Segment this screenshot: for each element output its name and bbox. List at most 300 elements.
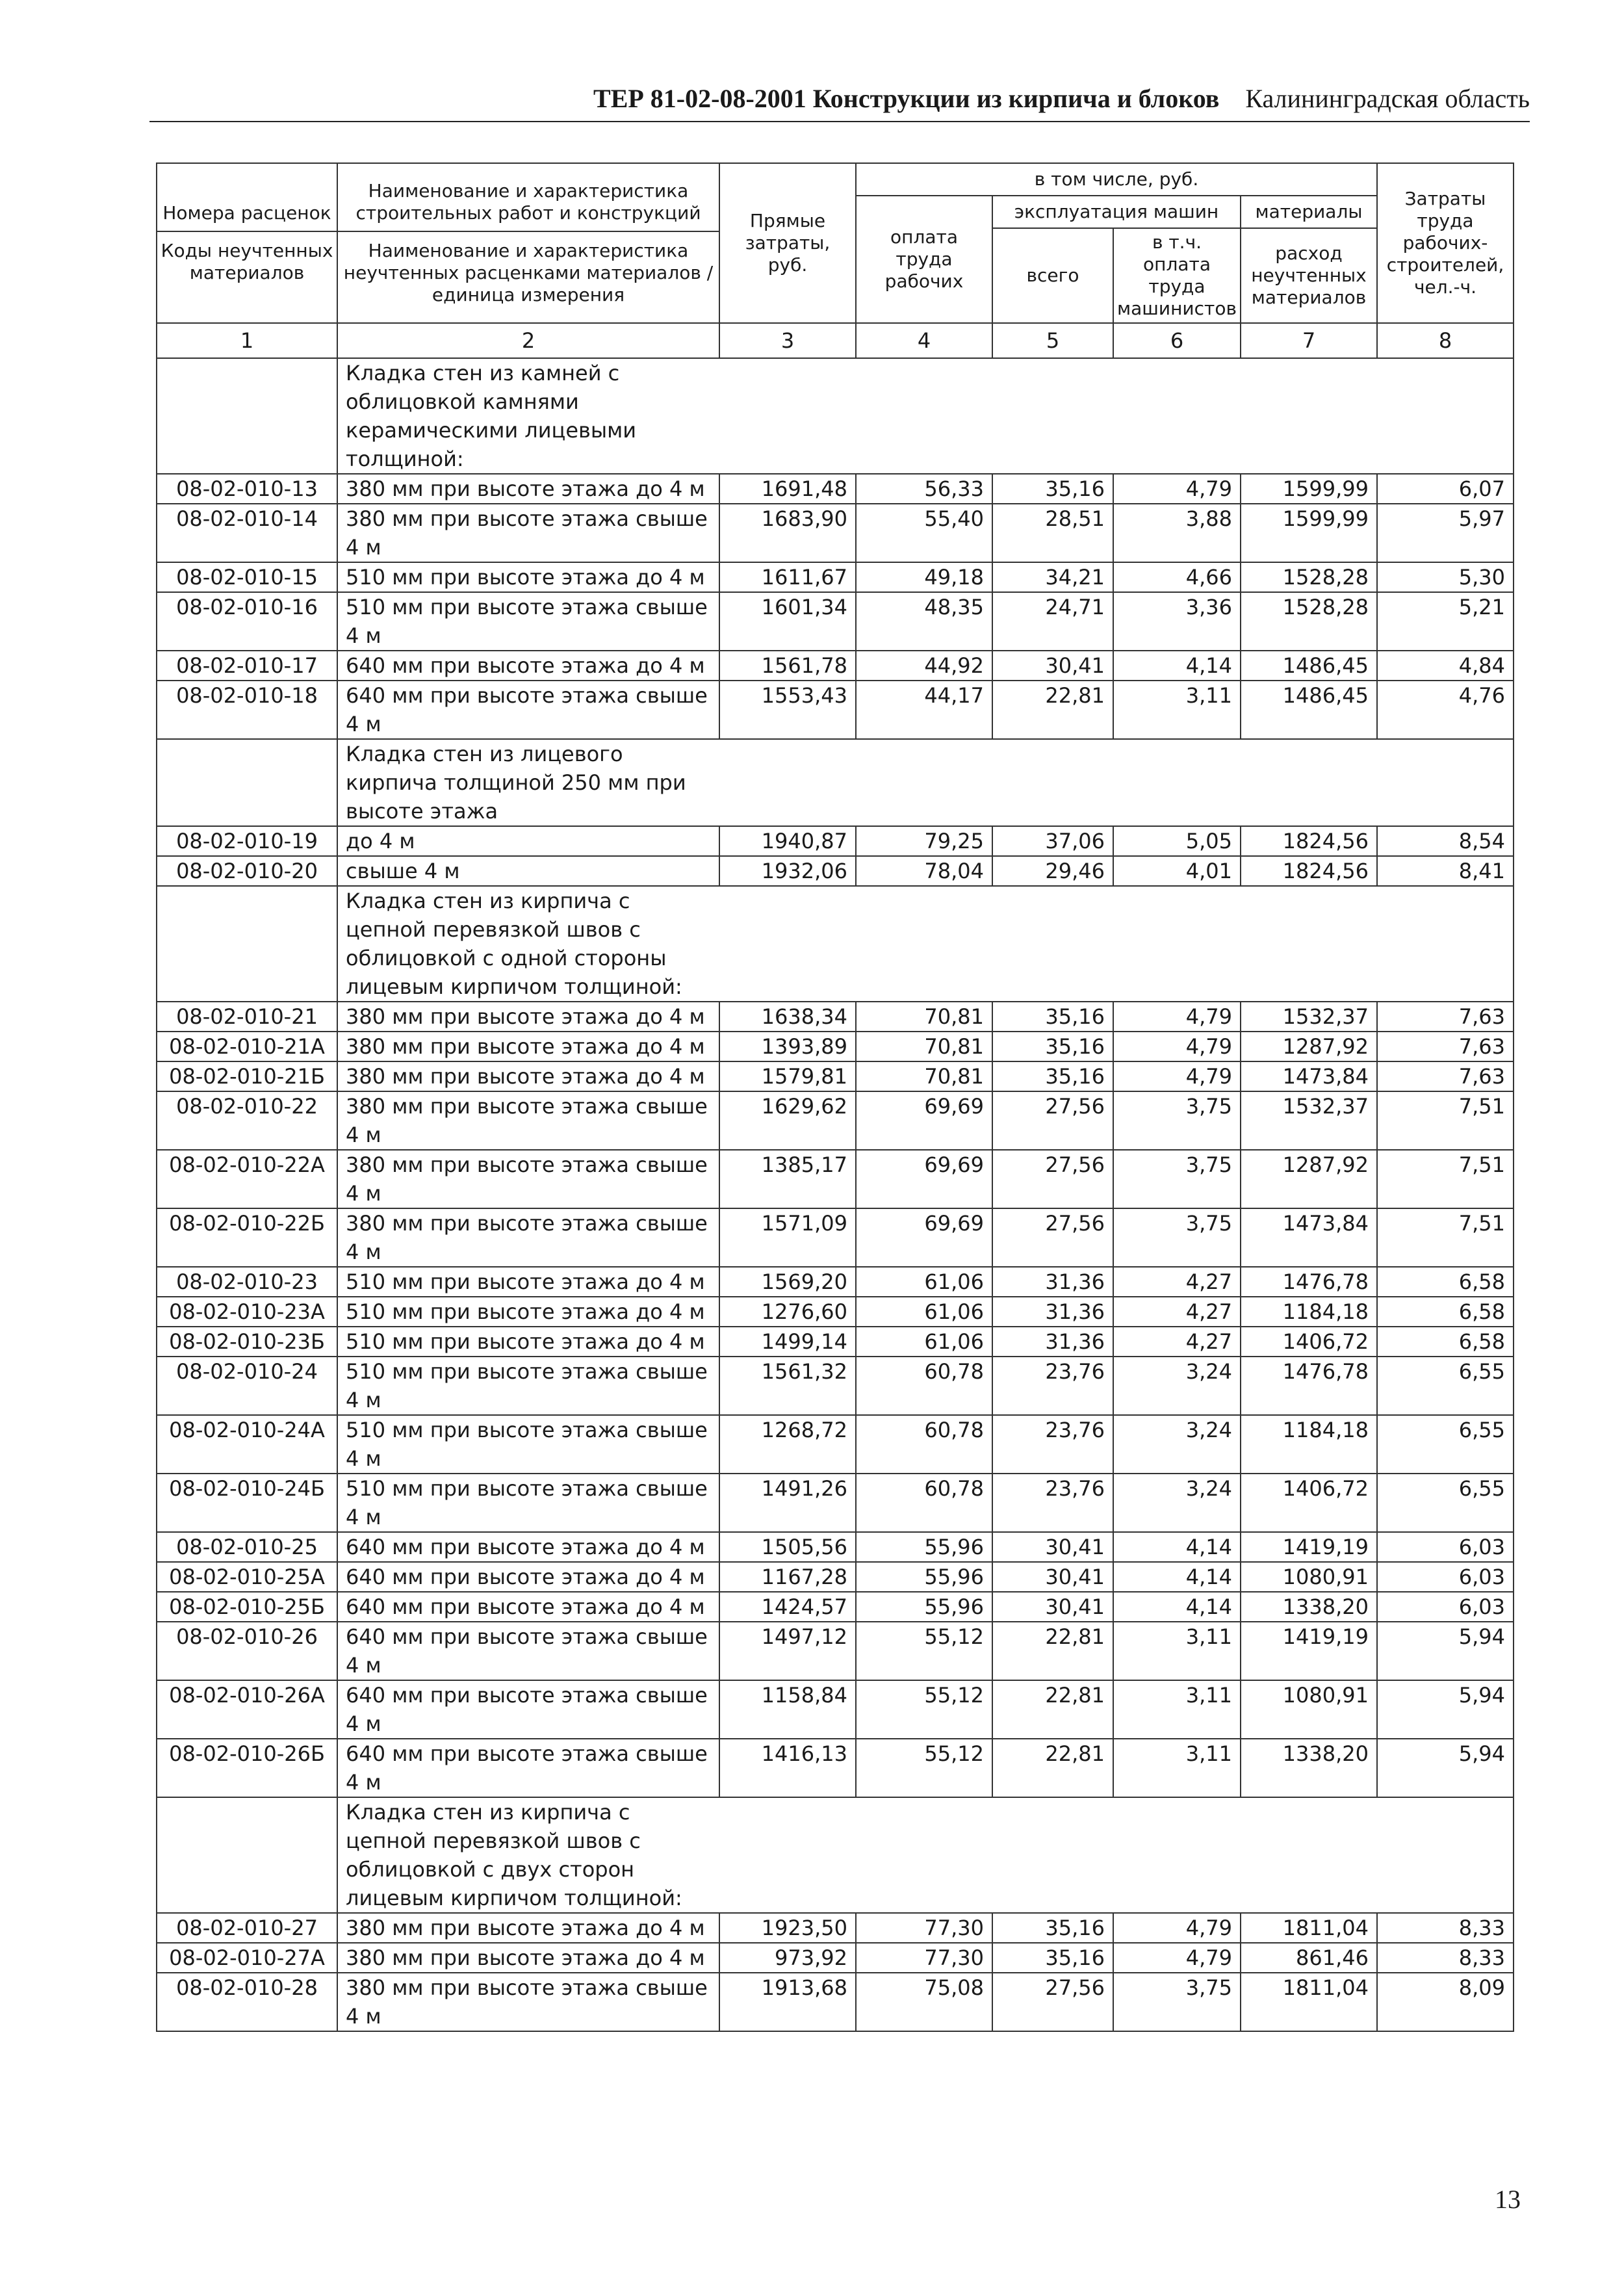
rate-code: 08-02-010-27А: [157, 1943, 337, 1973]
work-description: 380 мм при высоте этажа до 4 м: [337, 1913, 719, 1943]
col-codes: Коды неучтенных материалов: [157, 231, 337, 284]
table-row: [157, 1680, 1514, 1739]
driver-pay: 4,27: [1113, 1297, 1241, 1327]
work-description: 380 мм при высоте этажа свыше 4 м: [337, 504, 719, 562]
machine-total: 31,36: [992, 1297, 1113, 1327]
table-row: [157, 1532, 1514, 1562]
col-number: 3: [719, 323, 856, 358]
region-label: Калининградская область: [1245, 84, 1530, 113]
col-number: 2: [337, 323, 719, 358]
materials-cost: 1338,20: [1241, 1739, 1377, 1797]
rate-code: 08-02-010-22Б: [157, 1208, 337, 1267]
labor-hours: 5,94: [1377, 1739, 1514, 1797]
materials-cost: 1811,04: [1241, 1973, 1377, 2031]
table-row: [157, 1357, 1514, 1415]
direct-costs: 1611,67: [719, 562, 856, 592]
driver-pay: 3,75: [1113, 1150, 1241, 1208]
driver-pay: 3,75: [1113, 1091, 1241, 1150]
labor-pay: 75,08: [856, 1973, 992, 2031]
page-number: 13: [1495, 2185, 1521, 2214]
section-blank-cell: [719, 358, 1514, 474]
section-heading-row: [157, 358, 1514, 474]
direct-costs: 1683,90: [719, 504, 856, 562]
materials-cost: 1824,56: [1241, 856, 1377, 886]
col-number: 1: [157, 323, 337, 358]
rate-code: 08-02-010-27: [157, 1913, 337, 1943]
machine-total: 37,06: [992, 826, 1113, 856]
labor-hours: 6,58: [1377, 1327, 1514, 1357]
labor-hours: 4,84: [1377, 651, 1514, 681]
work-description: 640 мм при высоте этажа свыше 4 м: [337, 681, 719, 739]
driver-pay: 4,01: [1113, 856, 1241, 886]
materials-cost: 1080,91: [1241, 1680, 1377, 1739]
labor-hours: 6,03: [1377, 1592, 1514, 1622]
driver-pay: 4,79: [1113, 1002, 1241, 1032]
table-row: [157, 562, 1514, 592]
driver-pay: 4,27: [1113, 1267, 1241, 1297]
table-row: [157, 504, 1514, 562]
driver-pay: 3,88: [1113, 504, 1241, 562]
machine-total: 35,16: [992, 1002, 1113, 1032]
rate-code: 08-02-010-24Б: [157, 1474, 337, 1532]
rate-code: 08-02-010-22А: [157, 1150, 337, 1208]
rate-code: 08-02-010-19: [157, 826, 337, 856]
direct-costs: 1629,62: [719, 1091, 856, 1150]
direct-costs: 1499,14: [719, 1327, 856, 1357]
work-description: 640 мм при высоте этажа свыше 4 м: [337, 1739, 719, 1797]
machine-total: 34,21: [992, 562, 1113, 592]
driver-pay: 3,11: [1113, 1680, 1241, 1739]
materials-cost: 1473,84: [1241, 1208, 1377, 1267]
driver-pay: 3,75: [1113, 1208, 1241, 1267]
labor-pay: 70,81: [856, 1032, 992, 1061]
machine-total: 22,81: [992, 1739, 1113, 1797]
work-description: 510 мм при высоте этажа свыше 4 м: [337, 1415, 719, 1474]
driver-pay: 4,14: [1113, 651, 1241, 681]
direct-costs: 1569,20: [719, 1267, 856, 1297]
machine-total: 27,56: [992, 1150, 1113, 1208]
table-row: [157, 1622, 1514, 1680]
direct-costs: 1913,68: [719, 1973, 856, 2031]
labor-hours: 5,94: [1377, 1622, 1514, 1680]
table-row: [157, 1415, 1514, 1474]
labor-pay: 78,04: [856, 856, 992, 886]
rate-code: 08-02-010-26: [157, 1622, 337, 1680]
work-description: 510 мм при высоте этажа до 4 м: [337, 562, 719, 592]
labor-pay: 55,96: [856, 1532, 992, 1562]
rates-table: [156, 162, 1514, 2032]
direct-costs: 1505,56: [719, 1532, 856, 1562]
table-row: [157, 826, 1514, 856]
driver-pay: 5,05: [1113, 826, 1241, 856]
machine-total: 27,56: [992, 1208, 1113, 1267]
section-blank-cell: [157, 739, 337, 826]
direct-costs: 1268,72: [719, 1415, 856, 1474]
labor-pay: 55,12: [856, 1622, 992, 1680]
labor-hours: 5,21: [1377, 592, 1514, 651]
table-row: [157, 1913, 1514, 1943]
table-row: [157, 474, 1514, 504]
rate-code: 08-02-010-23Б: [157, 1327, 337, 1357]
labor-hours: 6,55: [1377, 1415, 1514, 1474]
table-row: [157, 651, 1514, 681]
direct-costs: 1932,06: [719, 856, 856, 886]
direct-costs: 1393,89: [719, 1032, 856, 1061]
labor-pay: 61,06: [856, 1327, 992, 1357]
labor-hours: 8,33: [1377, 1913, 1514, 1943]
materials-cost: 1599,99: [1241, 504, 1377, 562]
machine-total: 35,16: [992, 1913, 1113, 1943]
table-row: [157, 1267, 1514, 1297]
col-number: 8: [1377, 323, 1514, 358]
rate-code: 08-02-010-14: [157, 504, 337, 562]
materials-cost: 1406,72: [1241, 1327, 1377, 1357]
driver-pay: 3,11: [1113, 1622, 1241, 1680]
materials-cost: 1528,28: [1241, 592, 1377, 651]
direct-costs: 1553,43: [719, 681, 856, 739]
section-title: Кладка стен из камней с облицовкой камнями керамическими лицевыми толщиной:: [337, 358, 719, 474]
labor-hours: 8,33: [1377, 1943, 1514, 1973]
work-description: 510 мм при высоте этажа до 4 м: [337, 1297, 719, 1327]
labor-hours: 8,09: [1377, 1973, 1514, 2031]
table-row: [157, 592, 1514, 651]
labor-hours: 8,41: [1377, 856, 1514, 886]
rate-code: 08-02-010-17: [157, 651, 337, 681]
direct-costs: 1424,57: [719, 1592, 856, 1622]
work-description: 640 мм при высоте этажа до 4 м: [337, 1592, 719, 1622]
labor-hours: 5,30: [1377, 562, 1514, 592]
machine-total: 27,56: [992, 1973, 1113, 2031]
materials-cost: 1338,20: [1241, 1592, 1377, 1622]
table-row: [157, 1592, 1514, 1622]
table-row: [157, 681, 1514, 739]
labor-pay: 44,92: [856, 651, 992, 681]
machine-total: 35,16: [992, 1032, 1113, 1061]
direct-costs: 1167,28: [719, 1562, 856, 1592]
work-description: 380 мм при высоте этажа до 4 м: [337, 1061, 719, 1091]
labor-pay: 55,40: [856, 504, 992, 562]
rate-code: 08-02-010-15: [157, 562, 337, 592]
rate-code: 08-02-010-18: [157, 681, 337, 739]
rate-code: 08-02-010-24А: [157, 1415, 337, 1474]
table-row: [157, 1474, 1514, 1532]
section-heading-row: [157, 1797, 1514, 1913]
work-description: 380 мм при высоте этажа свыше 4 м: [337, 1208, 719, 1267]
labor-hours: 6,03: [1377, 1532, 1514, 1562]
table-row: [157, 1061, 1514, 1091]
driver-pay: 4,14: [1113, 1562, 1241, 1592]
col-materials: материалы: [1241, 196, 1377, 228]
driver-pay: 4,79: [1113, 1913, 1241, 1943]
labor-pay: 48,35: [856, 592, 992, 651]
machine-total: 23,76: [992, 1415, 1113, 1474]
machine-total: 31,36: [992, 1327, 1113, 1357]
document-title: ТЕР 81-02-08-2001 Конструкции из кирпича и блоков: [593, 84, 1220, 113]
work-description: 640 мм при высоте этажа свыше 4 м: [337, 1622, 719, 1680]
driver-pay: 3,24: [1113, 1474, 1241, 1532]
driver-pay: 4,66: [1113, 562, 1241, 592]
labor-hours: 7,63: [1377, 1002, 1514, 1032]
work-description: 380 мм при высоте этажа до 4 м: [337, 1943, 719, 1973]
labor-pay: 60,78: [856, 1415, 992, 1474]
section-blank-cell: [719, 739, 1514, 826]
labor-hours: 4,76: [1377, 681, 1514, 739]
rate-code: 08-02-010-21Б: [157, 1061, 337, 1091]
rate-code: 08-02-010-25А: [157, 1562, 337, 1592]
rate-code: 08-02-010-26А: [157, 1680, 337, 1739]
direct-costs: 1491,26: [719, 1474, 856, 1532]
materials-cost: 1287,92: [1241, 1032, 1377, 1061]
machine-total: 23,76: [992, 1474, 1113, 1532]
rate-code: 08-02-010-16: [157, 592, 337, 651]
work-description: 640 мм при высоте этажа до 4 м: [337, 1532, 719, 1562]
labor-pay: 69,69: [856, 1150, 992, 1208]
driver-pay: 4,79: [1113, 1943, 1241, 1973]
materials-cost: 1476,78: [1241, 1267, 1377, 1297]
labor-hours: 6,58: [1377, 1267, 1514, 1297]
materials-cost: 1419,19: [1241, 1622, 1377, 1680]
col-driver-pay: в т.ч. оплата труда машинистов: [1113, 228, 1241, 323]
table-row: [157, 1973, 1514, 2031]
materials-cost: 1528,28: [1241, 562, 1377, 592]
direct-costs: 1579,81: [719, 1061, 856, 1091]
direct-costs: 1416,13: [719, 1739, 856, 1797]
section-title: Кладка стен из кирпича с цепной перевязкой швов с облицовкой с одной стороны лицевым кирпичом толщиной:: [337, 886, 719, 1002]
direct-costs: 1497,12: [719, 1622, 856, 1680]
rate-code: 08-02-010-25: [157, 1532, 337, 1562]
table-body: [157, 358, 1514, 2031]
col-unaccounted-materials: расход неучтенных материалов: [1241, 228, 1377, 323]
col-machine-ops: эксплуатация машин: [992, 196, 1241, 228]
table-row: [157, 1943, 1514, 1973]
materials-cost: 861,46: [1241, 1943, 1377, 1973]
work-description: свыше 4 м: [337, 856, 719, 886]
labor-pay: 69,69: [856, 1208, 992, 1267]
labor-pay: 69,69: [856, 1091, 992, 1150]
work-description: 640 мм при высоте этажа до 4 м: [337, 1562, 719, 1592]
work-description: 380 мм при высоте этажа до 4 м: [337, 1002, 719, 1032]
table-row: [157, 1297, 1514, 1327]
labor-pay: 60,78: [856, 1357, 992, 1415]
driver-pay: 4,27: [1113, 1327, 1241, 1357]
table-row: [157, 1208, 1514, 1267]
materials-cost: 1824,56: [1241, 826, 1377, 856]
work-description: 380 мм при высоте этажа свыше 4 м: [337, 1973, 719, 2031]
section-blank-cell: [157, 886, 337, 1002]
labor-pay: 55,96: [856, 1562, 992, 1592]
work-description: 380 мм при высоте этажа свыше 4 м: [337, 1091, 719, 1150]
col-number: 6: [1113, 323, 1241, 358]
machine-total: 35,16: [992, 1061, 1113, 1091]
labor-hours: 7,51: [1377, 1150, 1514, 1208]
col-labor-costs: Затраты труда рабочих-строителей, чел.-ч.: [1377, 163, 1514, 323]
driver-pay: 3,75: [1113, 1973, 1241, 2031]
materials-cost: 1532,37: [1241, 1091, 1377, 1150]
col-rate-numbers: Номера расценок Коды неучтенных материалов: [157, 163, 337, 323]
work-description: 510 мм при высоте этажа до 4 м: [337, 1327, 719, 1357]
driver-pay: 3,24: [1113, 1357, 1241, 1415]
driver-pay: 4,14: [1113, 1592, 1241, 1622]
labor-pay: 77,30: [856, 1913, 992, 1943]
labor-hours: 5,97: [1377, 504, 1514, 562]
driver-pay: 3,11: [1113, 681, 1241, 739]
machine-total: 30,41: [992, 1592, 1113, 1622]
labor-hours: 5,94: [1377, 1680, 1514, 1739]
rate-code: 08-02-010-22: [157, 1091, 337, 1150]
machine-total: 23,76: [992, 1357, 1113, 1415]
labor-pay: 70,81: [856, 1002, 992, 1032]
page-header: [149, 83, 1530, 114]
table-row: [157, 1150, 1514, 1208]
labor-hours: 6,03: [1377, 1562, 1514, 1592]
labor-hours: 8,54: [1377, 826, 1514, 856]
work-description: 510 мм при высоте этажа до 4 м: [337, 1267, 719, 1297]
table-row: [157, 1327, 1514, 1357]
machine-total: 35,16: [992, 1943, 1113, 1973]
driver-pay: 3,11: [1113, 1739, 1241, 1797]
table-row: [157, 1739, 1514, 1797]
driver-pay: 4,79: [1113, 1061, 1241, 1091]
rate-code: 08-02-010-24: [157, 1357, 337, 1415]
table-header: [157, 163, 1514, 358]
driver-pay: 4,79: [1113, 1032, 1241, 1061]
col-including: в том числе, руб.: [856, 163, 1377, 196]
section-title: Кладка стен из лицевого кирпича толщиной 250 мм при высоте этажа: [337, 739, 719, 826]
driver-pay: 3,36: [1113, 592, 1241, 651]
section-blank-cell: [157, 1797, 337, 1913]
direct-costs: 1276,60: [719, 1297, 856, 1327]
machine-total: 29,46: [992, 856, 1113, 886]
rate-code: 08-02-010-20: [157, 856, 337, 886]
machine-total: 28,51: [992, 504, 1113, 562]
work-description: 510 мм при высоте этажа свыше 4 м: [337, 592, 719, 651]
header-rule: [149, 121, 1530, 122]
labor-hours: 6,58: [1377, 1297, 1514, 1327]
direct-costs: 1158,84: [719, 1680, 856, 1739]
labor-hours: 7,63: [1377, 1032, 1514, 1061]
machine-total: 22,81: [992, 681, 1113, 739]
labor-hours: 6,55: [1377, 1474, 1514, 1532]
labor-pay: 55,96: [856, 1592, 992, 1622]
work-description: 640 мм при высоте этажа до 4 м: [337, 651, 719, 681]
machine-total: 22,81: [992, 1622, 1113, 1680]
materials-cost: 1184,18: [1241, 1415, 1377, 1474]
column-numbers-row: [157, 323, 1514, 358]
materials-cost: 1486,45: [1241, 651, 1377, 681]
direct-costs: 1923,50: [719, 1913, 856, 1943]
rate-code: 08-02-010-21: [157, 1002, 337, 1032]
rate-code: 08-02-010-25Б: [157, 1592, 337, 1622]
rate-code: 08-02-010-28: [157, 1973, 337, 2031]
materials-cost: 1476,78: [1241, 1357, 1377, 1415]
rate-code: 08-02-010-23А: [157, 1297, 337, 1327]
machine-total: 22,81: [992, 1680, 1113, 1739]
direct-costs: 973,92: [719, 1943, 856, 1973]
work-description: 380 мм при высоте этажа до 4 м: [337, 474, 719, 504]
machine-total: 27,56: [992, 1091, 1113, 1150]
direct-costs: 1561,78: [719, 651, 856, 681]
labor-hours: 6,55: [1377, 1357, 1514, 1415]
materials-cost: 1406,72: [1241, 1474, 1377, 1532]
col-material-name: Наименование и характеристика неучтенных расценками материалов / единица измерения: [338, 231, 719, 306]
labor-pay: 55,12: [856, 1680, 992, 1739]
section-title: Кладка стен из кирпича с цепной перевязкой швов с облицовкой с двух сторон лицевым кирпичом толщиной:: [337, 1797, 719, 1913]
materials-cost: 1080,91: [1241, 1562, 1377, 1592]
section-blank-cell: [719, 1797, 1514, 1913]
direct-costs: 1385,17: [719, 1150, 856, 1208]
col-number: 4: [856, 323, 992, 358]
work-description: 640 мм при высоте этажа свыше 4 м: [337, 1680, 719, 1739]
col-number: 7: [1241, 323, 1377, 358]
labor-hours: 7,51: [1377, 1208, 1514, 1267]
labor-pay: 70,81: [856, 1061, 992, 1091]
machine-total: 30,41: [992, 1562, 1113, 1592]
direct-costs: 1601,34: [719, 592, 856, 651]
materials-cost: 1184,18: [1241, 1297, 1377, 1327]
materials-cost: 1532,37: [1241, 1002, 1377, 1032]
rate-code: 08-02-010-23: [157, 1267, 337, 1297]
materials-cost: 1473,84: [1241, 1061, 1377, 1091]
table-row: [157, 1091, 1514, 1150]
machine-total: 31,36: [992, 1267, 1113, 1297]
materials-cost: 1811,04: [1241, 1913, 1377, 1943]
direct-costs: 1571,09: [719, 1208, 856, 1267]
labor-pay: 49,18: [856, 562, 992, 592]
rate-code: 08-02-010-26Б: [157, 1739, 337, 1797]
driver-pay: 3,24: [1113, 1415, 1241, 1474]
machine-total: 30,41: [992, 1532, 1113, 1562]
direct-costs: 1561,32: [719, 1357, 856, 1415]
work-description: до 4 м: [337, 826, 719, 856]
labor-pay: 56,33: [856, 474, 992, 504]
rate-code: 08-02-010-21А: [157, 1032, 337, 1061]
direct-costs: 1691,48: [719, 474, 856, 504]
driver-pay: 4,14: [1113, 1532, 1241, 1562]
labor-pay: 61,06: [856, 1267, 992, 1297]
table-row: [157, 1562, 1514, 1592]
labor-pay: 55,12: [856, 1739, 992, 1797]
work-description: 510 мм при высоте этажа свыше 4 м: [337, 1357, 719, 1415]
col-labor-pay: оплата труда рабочих: [856, 196, 992, 323]
labor-hours: 6,07: [1377, 474, 1514, 504]
section-blank-cell: [157, 358, 337, 474]
labor-pay: 44,17: [856, 681, 992, 739]
section-blank-cell: [719, 886, 1514, 1002]
rate-code: 08-02-010-13: [157, 474, 337, 504]
machine-total: 30,41: [992, 651, 1113, 681]
col-number: 5: [992, 323, 1113, 358]
table-row: [157, 1032, 1514, 1061]
labor-hours: 7,63: [1377, 1061, 1514, 1091]
materials-cost: 1287,92: [1241, 1150, 1377, 1208]
materials-cost: 1419,19: [1241, 1532, 1377, 1562]
materials-cost: 1486,45: [1241, 681, 1377, 739]
work-description: 380 мм при высоте этажа до 4 м: [337, 1032, 719, 1061]
table-row: [157, 1002, 1514, 1032]
direct-costs: 1940,87: [719, 826, 856, 856]
col-direct-costs: Прямые затраты, руб.: [719, 163, 856, 323]
work-description: 380 мм при высоте этажа свыше 4 м: [337, 1150, 719, 1208]
machine-total: 35,16: [992, 474, 1113, 504]
labor-pay: 60,78: [856, 1474, 992, 1532]
materials-cost: 1599,99: [1241, 474, 1377, 504]
labor-pay: 77,30: [856, 1943, 992, 1973]
section-heading-row: [157, 739, 1514, 826]
labor-hours: 7,51: [1377, 1091, 1514, 1150]
col-work-name: Наименование и характеристика строительных работ и конструкций Наименование и характеристика неучтенных расценками материалов / единица измерения: [337, 163, 719, 323]
labor-pay: 61,06: [856, 1297, 992, 1327]
col-machine-total: всего: [992, 228, 1113, 323]
